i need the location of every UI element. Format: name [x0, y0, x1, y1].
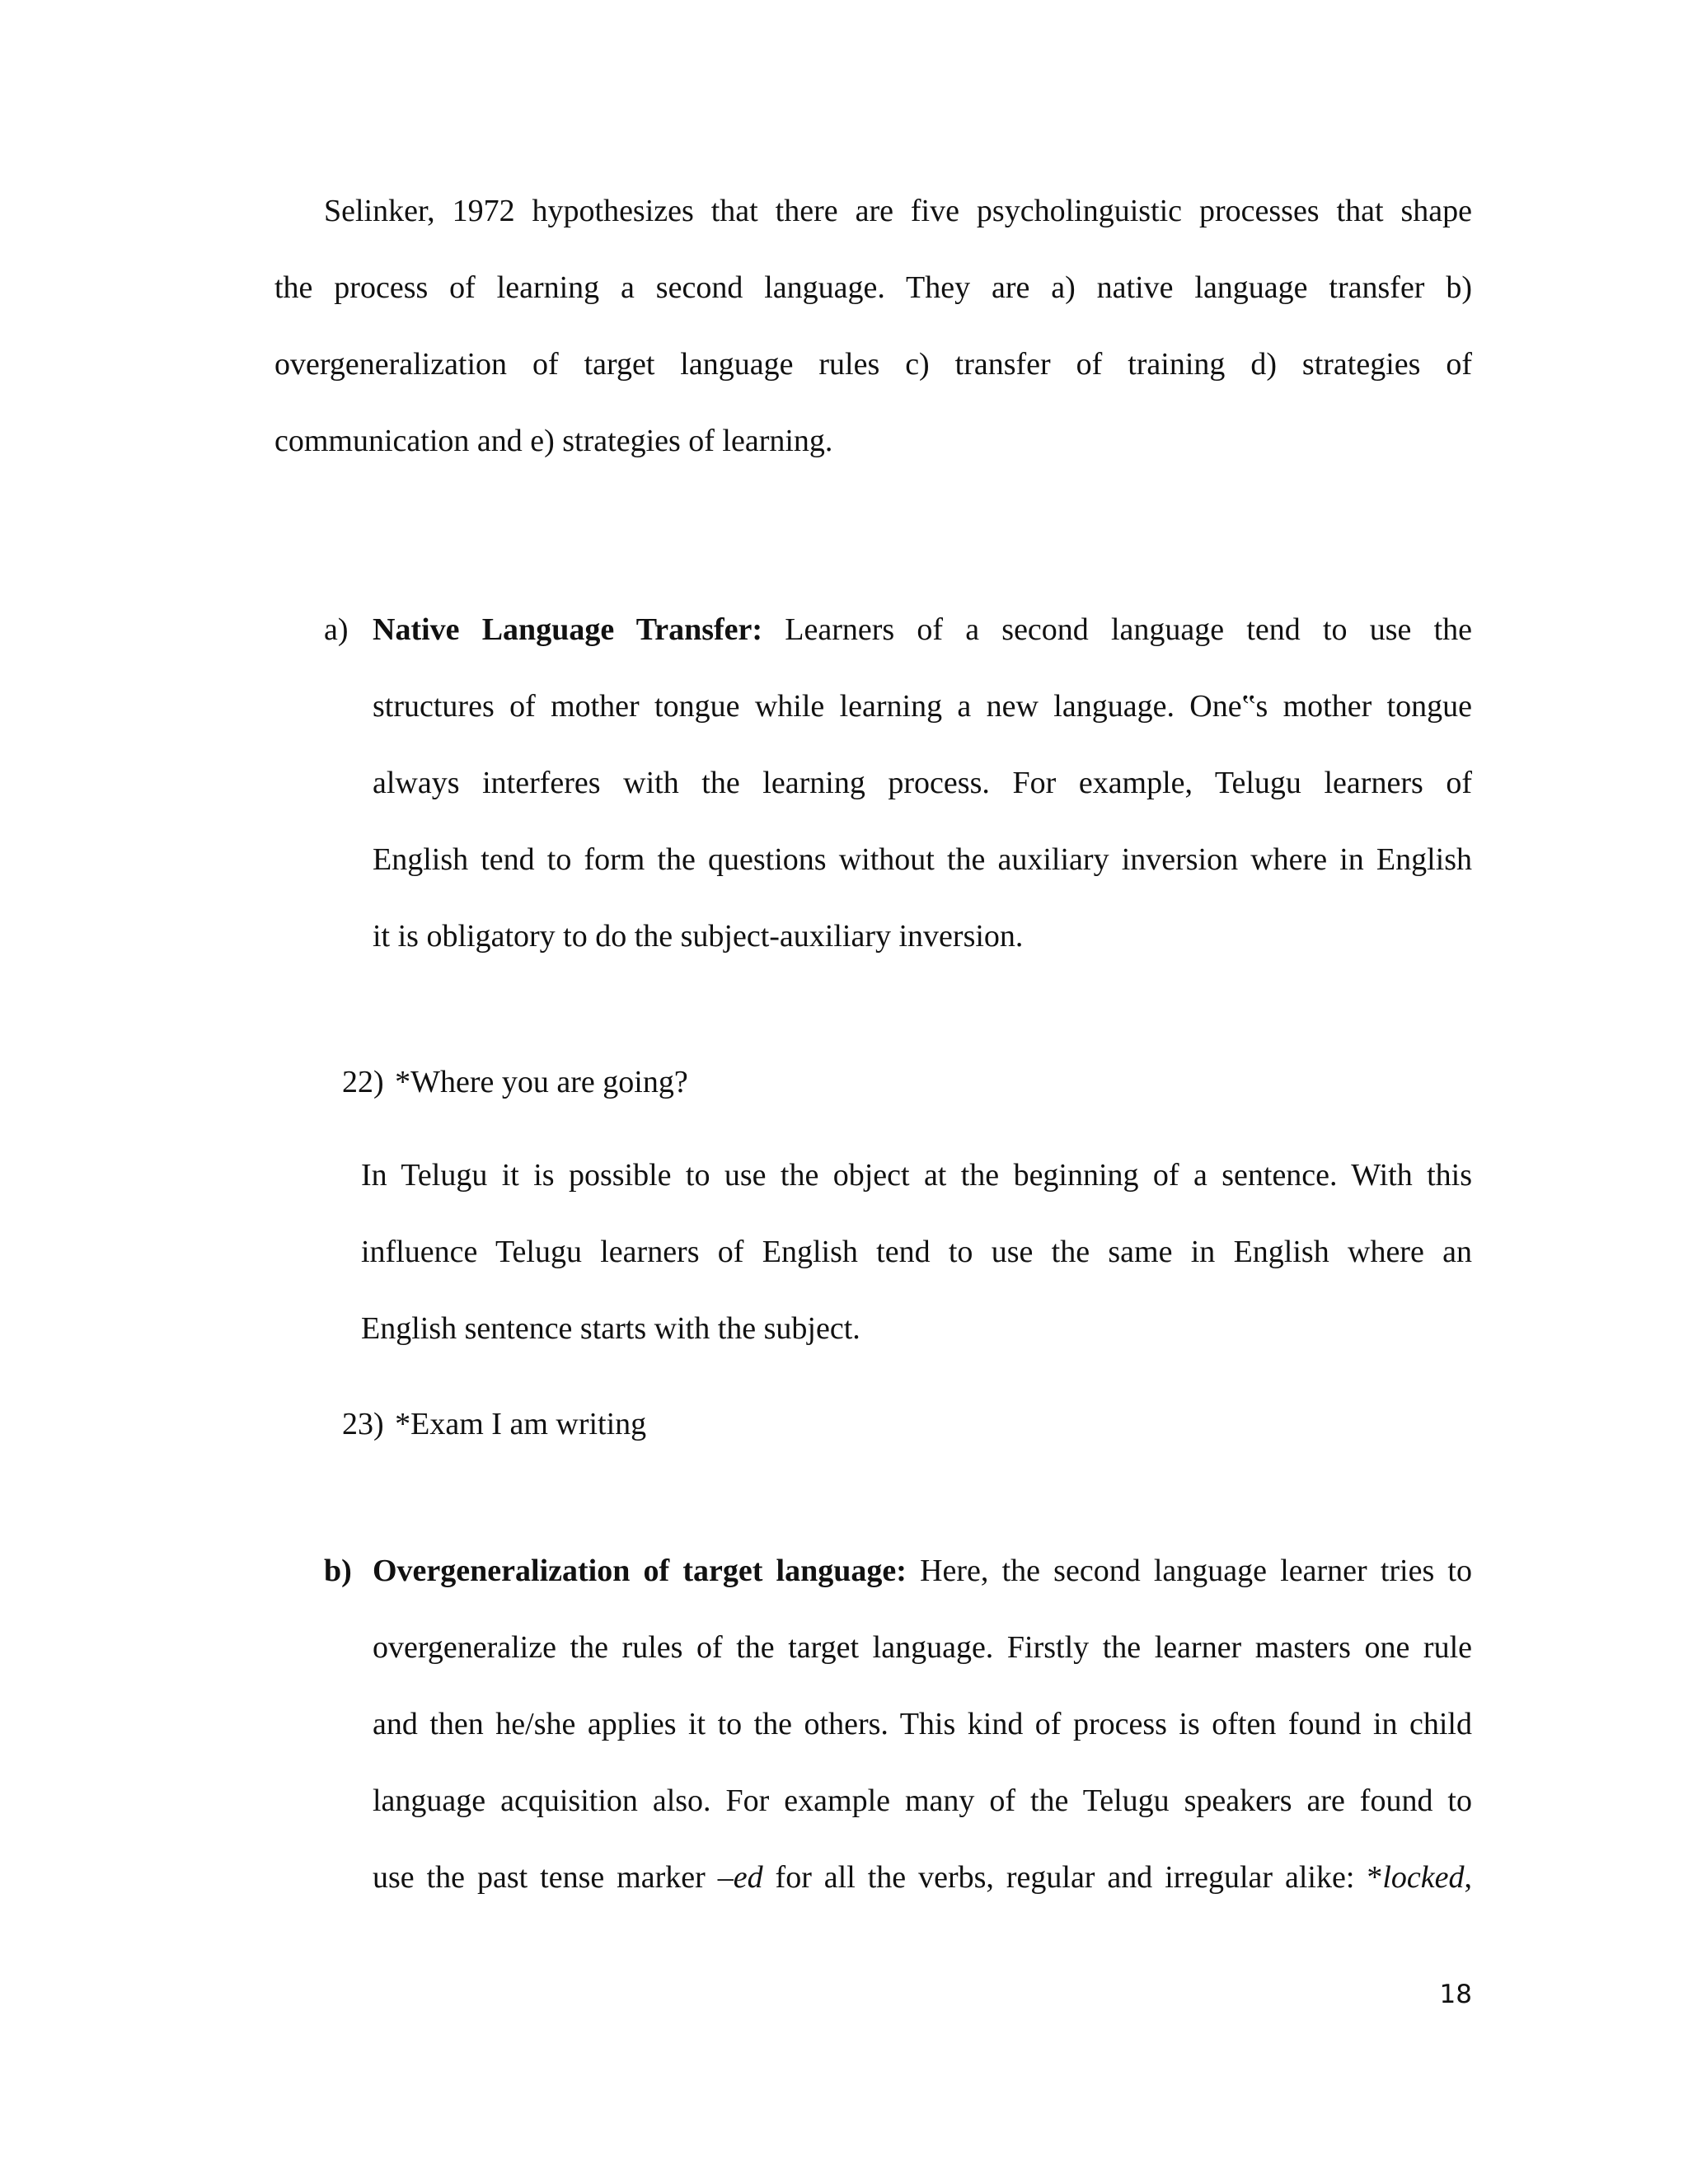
section-b-line-5	[373, 1840, 1472, 1916]
section-b-paragraph	[373, 1533, 1472, 1916]
section-b-last-mid: for all the verbs, regular and irregular alike: *	[762, 1860, 1383, 1895]
intro-line-1: Selinker, 1972 hypothesizes that there are five psycholinguistic processes that shape	[324, 194, 1472, 228]
section-b-last-prefix: use the past tense marker	[373, 1860, 718, 1895]
example-22	[342, 1057, 688, 1107]
section-a-heading: Native Language Transfer:	[373, 612, 763, 647]
section-a-line-5: it is obligatory to do the subject-auxiliary inversion.	[373, 919, 1024, 954]
section-a-line-3: always interferes with the learning process. For example, Telugu learners of	[373, 766, 1472, 800]
telugu-line-2: influence Telugu learners of English tend to use the same in English where an	[361, 1235, 1472, 1269]
section-b-heading: Overgeneralization of target language:	[373, 1554, 907, 1588]
telugu-line-1: In Telugu it is possible to use the object at the beginning of a sentence. With this	[361, 1158, 1472, 1193]
intro-paragraph	[274, 173, 1472, 480]
intro-line-4: communication and e) strategies of learning.	[274, 424, 833, 458]
example-23-number: 23)	[342, 1407, 384, 1441]
section-b-line-3: and then he/she applies it to the others. This kind of process is often found in child	[373, 1707, 1472, 1741]
section-a-line-4: English tend to form the questions without the auxiliary inversion where in English	[373, 842, 1472, 877]
section-b-locked: locked	[1382, 1860, 1465, 1895]
section-b-marker: b)	[324, 1554, 352, 1588]
section-b-first-line-text: Here, the second language learner tries to	[920, 1554, 1472, 1588]
example-23-text: *Exam I am writing	[395, 1407, 647, 1441]
section-a-line-1	[373, 592, 1472, 668]
section-b-line-1	[373, 1533, 1472, 1610]
section-b-line-2: overgeneralize the rules of the target language. Firstly the learner masters one rule	[373, 1630, 1472, 1665]
section-b-ed-marker: –ed	[717, 1860, 763, 1895]
section-a-marker: a)	[324, 612, 349, 647]
section-b-line-4: language acquisition also. For example many of the Telugu speakers are found to	[373, 1783, 1472, 1818]
telugu-line-3: English sentence starts with the subject.	[361, 1311, 860, 1346]
example-22-number: 22)	[342, 1065, 384, 1099]
example-22-text: *Where you are going?	[395, 1065, 688, 1099]
page-number: 18	[1439, 1980, 1472, 2009]
section-a-first-line-text: Learners of a second language tend to use the	[785, 612, 1472, 647]
intro-line-2: the process of learning a second language. They are a) native language transfer b)	[274, 270, 1472, 305]
section-b-last-end: ,	[1464, 1860, 1473, 1895]
section-a-paragraph	[373, 592, 1472, 975]
intro-line-3: overgeneralization of target language rules c) transfer of training d) strategies of	[274, 347, 1472, 382]
example-23	[342, 1399, 646, 1449]
section-a-line-2: structures of mother tongue while learning a new language. One‟s mother tongue	[373, 689, 1472, 724]
telugu-paragraph	[361, 1137, 1472, 1367]
